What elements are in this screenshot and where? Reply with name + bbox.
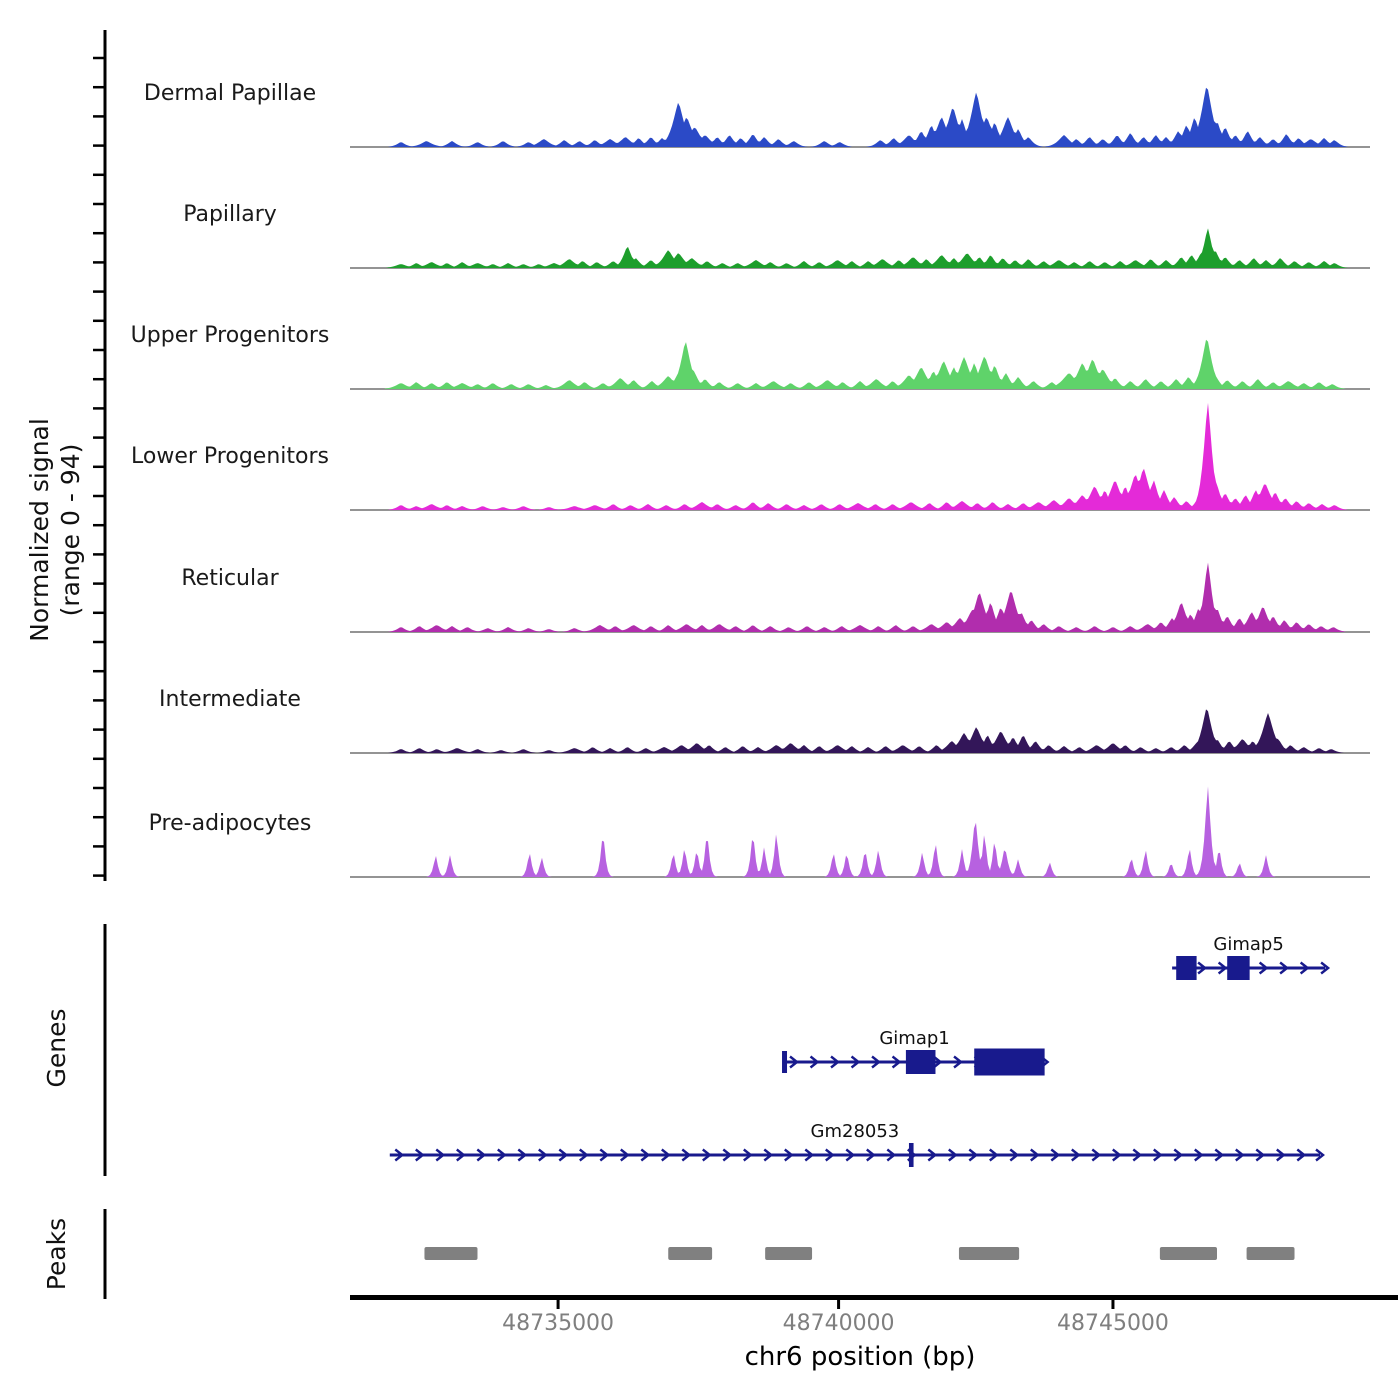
signal-area-dermal-papillae bbox=[350, 88, 1370, 147]
x-tick-label-48735000: 48735000 bbox=[502, 1311, 615, 1336]
y-axis-label-line2: (range 0 - 94) bbox=[56, 443, 85, 617]
track-label-papillary: Papillary bbox=[183, 202, 277, 227]
gene-label-gimap1: Gimap1 bbox=[879, 1028, 950, 1049]
signal-area-papillary bbox=[350, 228, 1370, 268]
x-axis-tick bbox=[837, 1300, 840, 1309]
signal-area-upper-progenitors bbox=[350, 340, 1370, 389]
track-label-upper-progenitors: Upper Progenitors bbox=[130, 323, 330, 348]
signal-area-reticular bbox=[350, 563, 1370, 632]
track-label-pre-adipocytes: Pre-adipocytes bbox=[148, 811, 312, 836]
gene-exon bbox=[1176, 956, 1196, 980]
y-axis-label bbox=[24, 230, 86, 830]
gene-exon bbox=[909, 1143, 914, 1167]
peak-bar bbox=[424, 1247, 477, 1260]
peak-bar bbox=[668, 1247, 712, 1260]
gene-label-gimap5: Gimap5 bbox=[1213, 934, 1284, 955]
gene-label-gm28053: Gm28053 bbox=[810, 1121, 900, 1142]
gene-exon bbox=[906, 1050, 936, 1074]
track-label-dermal-papillae: Dermal Papillae bbox=[143, 81, 317, 106]
track-label-intermediate: Intermediate bbox=[159, 687, 301, 712]
peaks-section-label: Peaks bbox=[42, 1217, 71, 1291]
x-axis-line bbox=[350, 1295, 1398, 1300]
gene-exon bbox=[974, 1049, 1044, 1076]
peak-bar bbox=[1160, 1247, 1217, 1260]
x-axis-tick bbox=[1111, 1300, 1114, 1309]
x-axis-tick bbox=[557, 1300, 560, 1309]
x-axis-title: chr6 position (bp) bbox=[744, 1342, 976, 1372]
x-tick-label-48745000: 48745000 bbox=[1056, 1311, 1169, 1336]
signal-area-lower-progenitors bbox=[350, 403, 1370, 510]
x-tick-label-48740000: 48740000 bbox=[782, 1311, 895, 1336]
track-label-lower-progenitors: Lower Progenitors bbox=[131, 444, 329, 469]
track-label-reticular: Reticular bbox=[181, 566, 279, 591]
gene-exon bbox=[1227, 956, 1249, 980]
signal-area-pre-adipocytes bbox=[350, 786, 1370, 877]
y-axis-label-line1: Normalized signal bbox=[25, 418, 54, 642]
gene-start-bar bbox=[782, 1051, 787, 1073]
peak-bar bbox=[765, 1247, 812, 1260]
peak-bar bbox=[959, 1247, 1019, 1260]
genes-section-label: Genes bbox=[42, 1008, 71, 1088]
signal-area-intermediate bbox=[350, 709, 1370, 753]
peak-bar bbox=[1247, 1247, 1295, 1260]
